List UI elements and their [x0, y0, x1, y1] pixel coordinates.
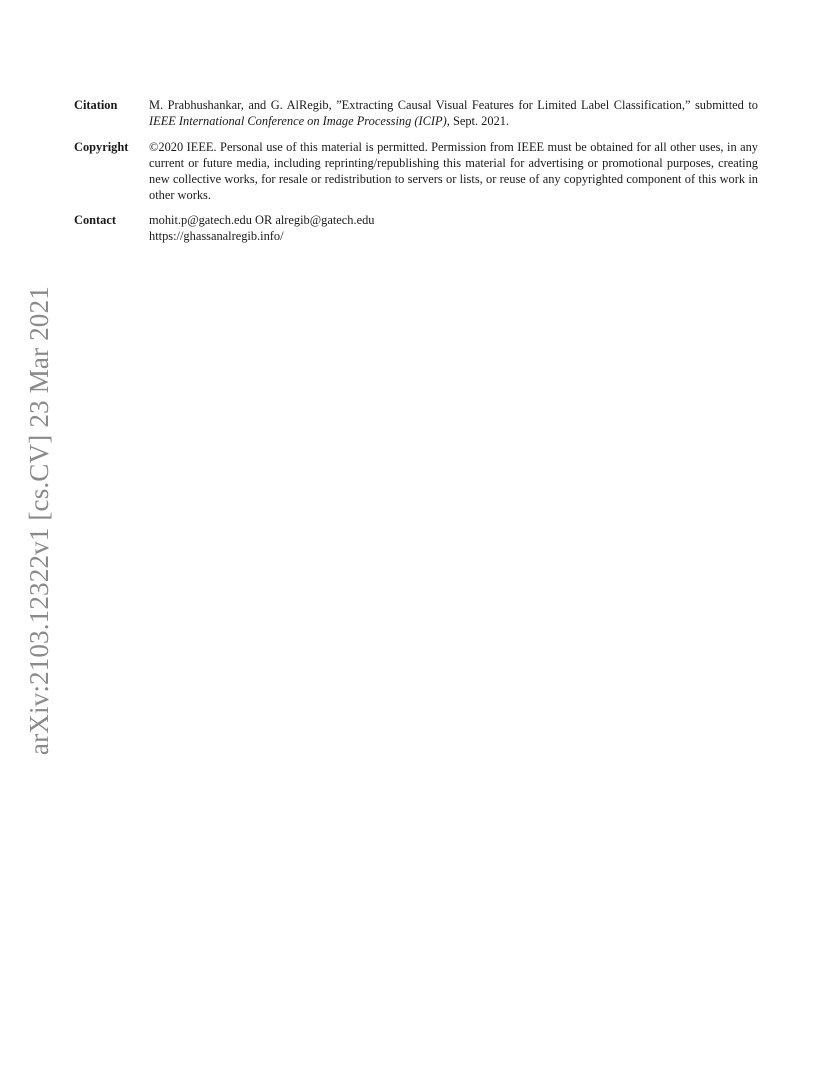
- copyright-text: ©2020 IEEE. Personal use of this material is permitted. Permission from IEEE must be obtained for all other uses, in any current or future media, including reprinting/republishing this material for advertising or promotional purposes, creating new collective works, for resale or redistribution to servers or lists, or reuse of any copyrighted component of this work in other works.: [149, 139, 758, 202]
- contact-row: [74, 213, 758, 245]
- contact-website: https://ghassanalregib.info/: [149, 229, 284, 244]
- copyright-label: Copyright: [74, 139, 129, 154]
- arxiv-identifier: arXiv:2103.12322v1 [cs.CV] 23 Mar 2021: [23, 286, 54, 756]
- citation-row: [74, 98, 758, 130]
- citation-status: submitted to: [690, 98, 758, 112]
- citation-label: Citation: [74, 98, 118, 112]
- citation-authors: M. Prabhushankar, and G. AlRegib,: [149, 98, 337, 112]
- copyright-row: [74, 140, 758, 204]
- citation-title: ”Extracting Causal Visual Features for Limited Label Classification,”: [336, 98, 691, 112]
- arxiv-identifier-stamp: [22, 283, 56, 759]
- citation-venue: IEEE International Conference on Image Processing (ICIP): [149, 113, 447, 128]
- contact-label: Contact: [74, 213, 116, 228]
- metadata-block: [74, 98, 758, 255]
- citation-date: , Sept. 2021.: [446, 113, 510, 128]
- contact-emails: mohit.p@gatech.edu OR alregib@gatech.edu: [149, 213, 375, 228]
- citation-text: [149, 98, 758, 130]
- contact-text: [149, 213, 758, 245]
